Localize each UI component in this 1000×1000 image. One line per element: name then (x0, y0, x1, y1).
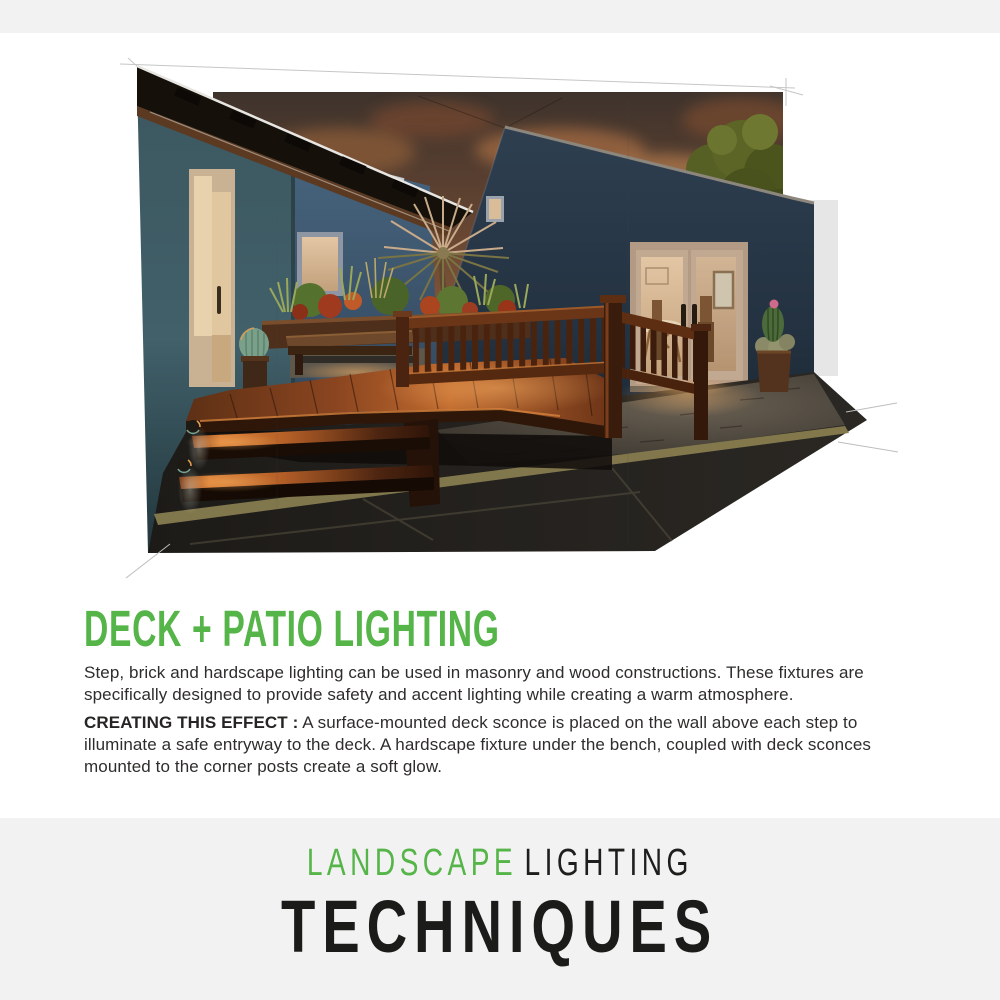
brand-landscape: LANDSCAPE (306, 842, 518, 884)
brand-lighting: LIGHTING (524, 842, 694, 884)
intro-paragraph: Step, brick and hardscape lighting can be used in masonry and wood constructions. These fixtures are specifically designed to provide safety and accent lighting while creating a warm atmosphere. (84, 663, 864, 705)
sconce-fixture-lower (177, 459, 191, 473)
cactus-pot-left (239, 328, 269, 394)
effect-text: A surface-mounted deck sconce is placed on the wall above each step to illuminate a safe entryway to the deck. A hardscape fixture under the bench, coupled with deck sconces mounted to the corner posts create a soft glow. (84, 713, 871, 777)
side-door (189, 169, 235, 387)
sconce-fixture-upper (186, 420, 200, 434)
page-title: DECK + PATIO LIGHTING (84, 600, 500, 657)
footer-title: TECHNIQUES (281, 885, 719, 968)
footer (0, 818, 1000, 1000)
background-panel (810, 200, 838, 376)
effect-paragraph (84, 712, 920, 779)
brand-line (307, 844, 693, 882)
effect-label: CREATING THIS EFFECT : (84, 713, 299, 732)
small-window (486, 196, 504, 222)
